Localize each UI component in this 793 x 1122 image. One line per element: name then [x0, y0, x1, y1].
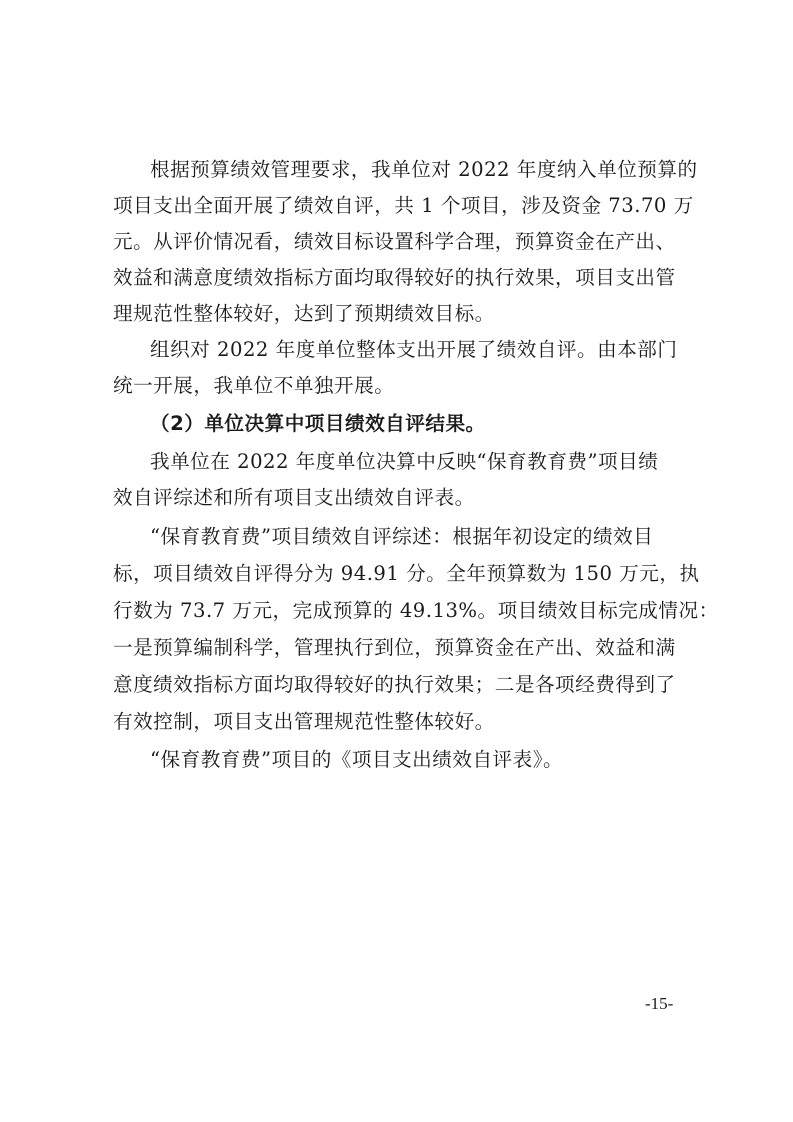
paragraph-line: 根据预算绩效管理要求，我单位对 2022 年度纳入单位预算的: [150, 158, 698, 181]
paragraph-line: 我单位在 2022 年度单位决算中反映“保育教育费”项目绩: [150, 450, 659, 473]
section-heading: （2）单位决算中项目绩效自评结果。: [150, 412, 486, 435]
paragraph-line: 组织对 2022 年度单位整体支出开展了绩效自评。由本部门: [150, 338, 678, 361]
paragraph-line: 效益和满意度绩效指标方面均取得较好的执行效果，项目支出管: [113, 266, 676, 289]
paragraph-line: 理规范性整体较好，达到了预期绩效目标。: [113, 302, 495, 325]
paragraph-line: “保育教育费”项目的《项目支出绩效自评表》。: [150, 748, 564, 771]
paragraph-line: 项目支出全面开展了绩效自评，共 1 个项目，涉及资金 73.70 万: [113, 194, 694, 217]
paragraph-line: 一是预算编制科学，管理执行到位，预算资金在产出、效益和满: [113, 636, 676, 659]
paragraph-line: 标，项目绩效自评得分为 94.91 分。全年预算数为 150 万元，执: [113, 562, 700, 585]
paragraph-line: 有效控制，项目支出管理规范性整体较好。: [113, 710, 495, 733]
paragraph-line: 效自评综述和所有项目支出绩效自评表。: [113, 486, 475, 509]
paragraph-line: 意度绩效指标方面均取得较好的执行效果；二是各项经费得到了: [113, 673, 676, 696]
paragraph-line: “保育教育费”项目绩效自评综述：根据年初设定的绩效目: [150, 525, 654, 548]
paragraph-line: 行数为 73.7 万元，完成预算的 49.13%。项目绩效目标完成情况：: [113, 599, 719, 622]
paragraph-line: 元。从评价情况看，绩效目标设置科学合理，预算资金在产出、: [113, 230, 676, 253]
paragraph-line: 统一开展，我单位不单独开展。: [113, 374, 395, 397]
page-number: -15-: [645, 994, 674, 1013]
